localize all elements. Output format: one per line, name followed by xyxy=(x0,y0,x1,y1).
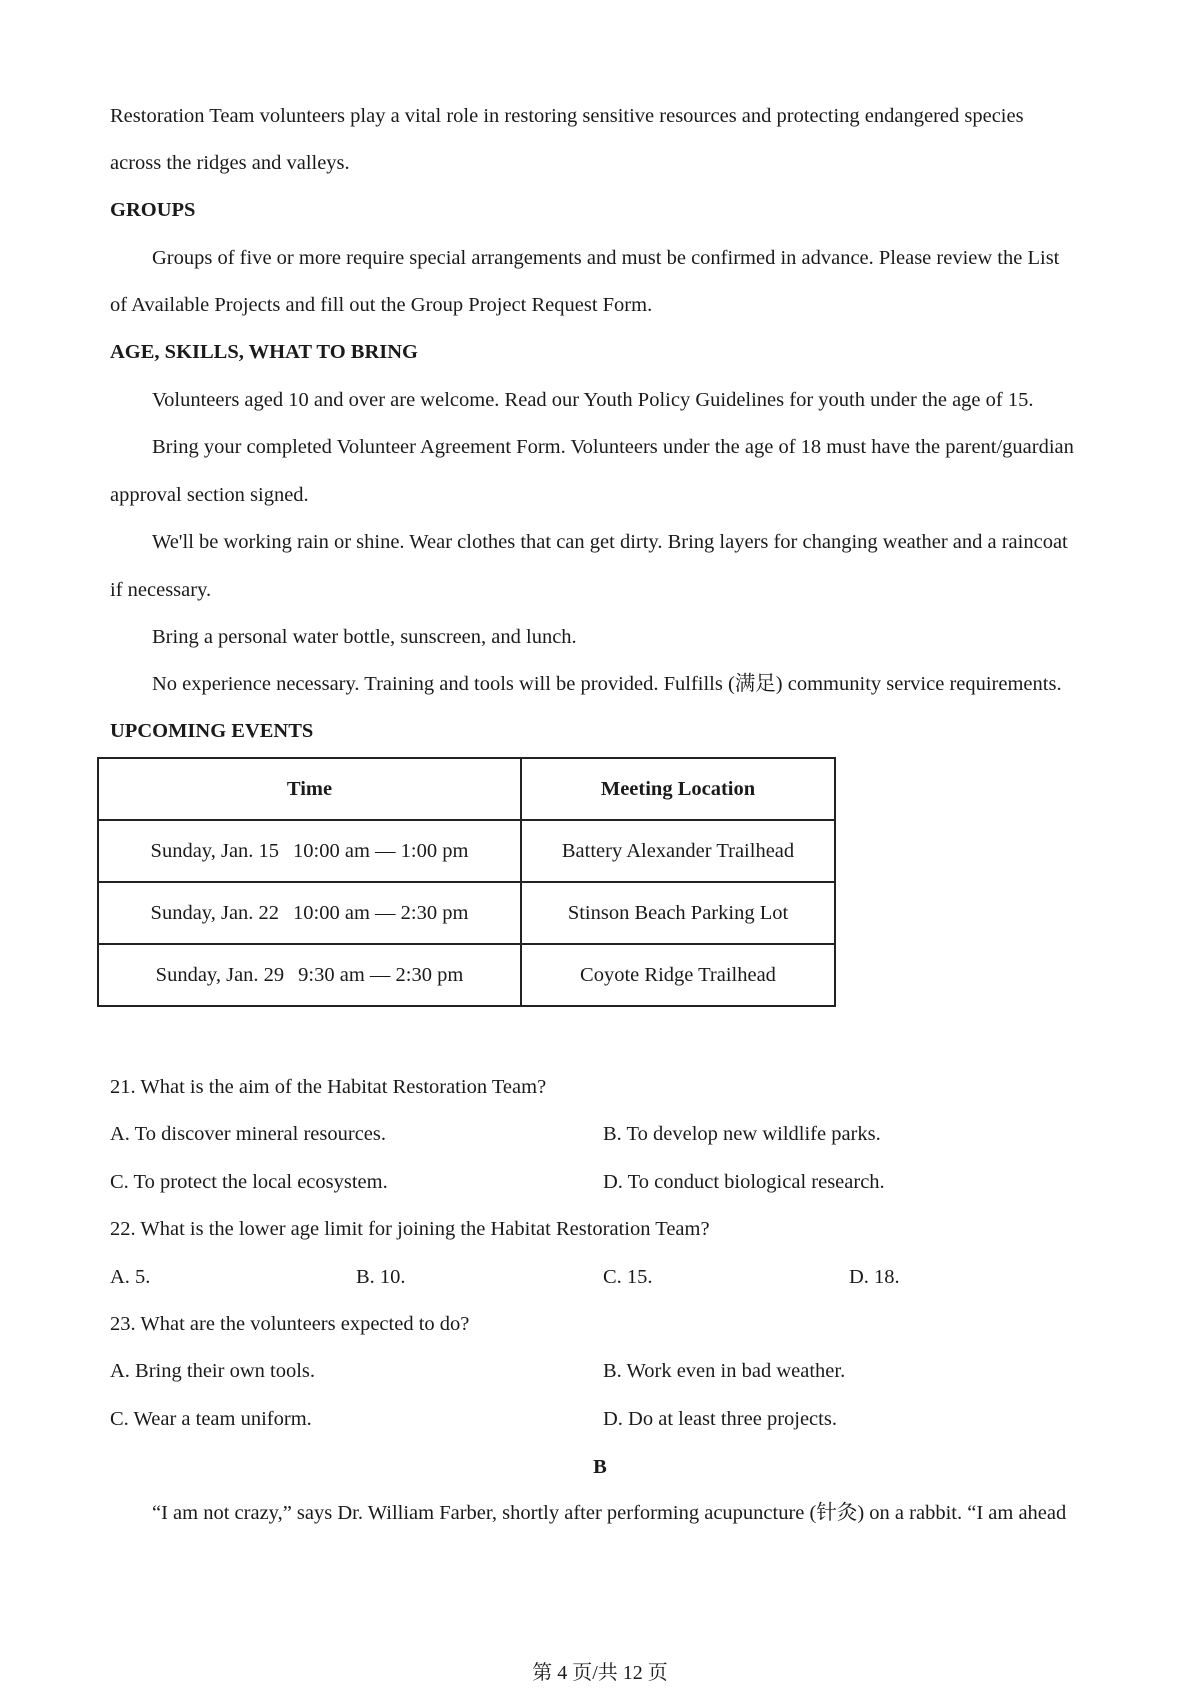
question-22-option-d: D. 18. xyxy=(849,1266,900,1288)
event-time-cell xyxy=(98,882,521,944)
event-row xyxy=(98,882,835,944)
question-23-stem: 23. What are the volunteers expected to do? xyxy=(110,1313,470,1335)
question-23-option-c: C. Wear a team uniform. xyxy=(110,1408,312,1430)
header-location: Meeting Location xyxy=(521,758,835,820)
question-21-option-c: C. To protect the local ecosystem. xyxy=(110,1171,388,1193)
event-row xyxy=(98,820,835,882)
age-paragraph-3-line-1: We'll be working rain or shine. Wear clothes that can get dirty. Bring layers for changing weather and a raincoat xyxy=(152,531,1068,553)
event-location: Battery Alexander Trailhead xyxy=(521,820,835,882)
event-location: Stinson Beach Parking Lot xyxy=(521,882,835,944)
page-footer: 第 4 页/共 12 页 xyxy=(532,1662,668,1684)
event-location: Coyote Ridge Trailhead xyxy=(521,944,835,1006)
age-paragraph-2-line-2: approval section signed. xyxy=(110,484,309,506)
groups-heading: GROUPS xyxy=(110,199,196,221)
header-time: Time xyxy=(98,758,521,820)
section-b-label: B xyxy=(593,1456,607,1478)
event-time-cell xyxy=(98,820,521,882)
event-row xyxy=(98,944,835,1006)
groups-line-2: of Available Projects and fill out the Group Project Request Form. xyxy=(110,294,653,316)
age-paragraph-2-line-1: Bring your completed Volunteer Agreement Form. Volunteers under the age of 18 must have the parent/guardian xyxy=(152,436,1074,458)
question-23-option-a: A. Bring their own tools. xyxy=(110,1360,315,1382)
events-header-row xyxy=(98,758,835,820)
age-paragraph-1: Volunteers aged 10 and over are welcome. Read our Youth Policy Guidelines for youth under the age of 15. xyxy=(152,389,1034,411)
intro-line-1: Restoration Team volunteers play a vital role in restoring sensitive resources and protecting endangered species xyxy=(110,105,1024,127)
question-22-stem: 22. What is the lower age limit for joining the Habitat Restoration Team? xyxy=(110,1218,710,1240)
question-22-option-b: B. 10. xyxy=(356,1266,406,1288)
question-23-option-d: D. Do at least three projects. xyxy=(603,1408,837,1430)
age-paragraph-5: No experience necessary. Training and tools will be provided. Fulfills (满足) community service requirements. xyxy=(152,673,1062,695)
question-23-option-b: B. Work even in bad weather. xyxy=(603,1360,846,1382)
event-date: Sunday, Jan. 29 xyxy=(155,963,285,986)
question-21-option-d: D. To conduct biological research. xyxy=(603,1171,885,1193)
question-21-stem: 21. What is the aim of the Habitat Restoration Team? xyxy=(110,1076,547,1098)
event-time: 10:00 am — 1:00 pm xyxy=(293,839,469,862)
events-heading: UPCOMING EVENTS xyxy=(110,720,314,742)
question-21-option-a: A. To discover mineral resources. xyxy=(110,1123,386,1145)
question-22-option-a: A. 5. xyxy=(110,1266,151,1288)
event-time: 10:00 am — 2:30 pm xyxy=(293,901,469,924)
event-time: 9:30 am — 2:30 pm xyxy=(298,963,464,986)
age-paragraph-4: Bring a personal water bottle, sunscreen, and lunch. xyxy=(152,626,577,648)
intro-line-2: across the ridges and valleys. xyxy=(110,152,350,174)
event-date: Sunday, Jan. 22 xyxy=(150,901,280,924)
event-date: Sunday, Jan. 15 xyxy=(150,839,280,862)
section-b-line-1: “I am not crazy,” says Dr. William Farber, shortly after performing acupuncture (针灸) on a rabbit. “I am ahead xyxy=(152,1502,1067,1524)
question-21-option-b: B. To develop new wildlife parks. xyxy=(603,1123,881,1145)
events-table xyxy=(97,757,836,1007)
age-skills-heading: AGE, SKILLS, WHAT TO BRING xyxy=(110,341,418,363)
question-22-option-c: C. 15. xyxy=(603,1266,653,1288)
age-paragraph-3-line-2: if necessary. xyxy=(110,579,212,601)
event-time-cell xyxy=(98,944,521,1006)
groups-line-1: Groups of five or more require special arrangements and must be confirmed in advance. Please review the List xyxy=(152,247,1060,269)
